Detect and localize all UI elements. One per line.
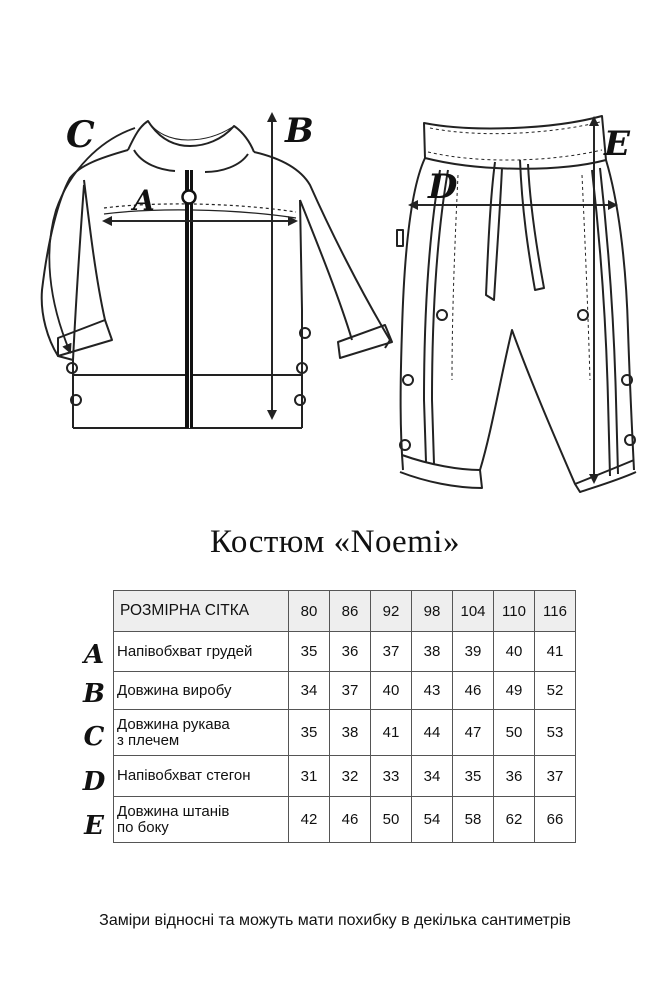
row-label: Напівобхват стегон — [114, 756, 289, 797]
table-cell: 53 — [535, 710, 576, 756]
row-label — [114, 710, 289, 756]
row-label: Довжина виробу — [114, 672, 289, 710]
table-cell: 34 — [412, 756, 453, 797]
table-cell: 35 — [289, 710, 330, 756]
table-cell: 36 — [330, 632, 371, 672]
table-row — [114, 710, 576, 756]
table-cell: 38 — [330, 710, 371, 756]
row-letter-a: A — [83, 640, 105, 670]
table-cell: 58 — [453, 797, 494, 843]
pants-letter-e: E — [604, 124, 630, 164]
table-cell: 38 — [412, 632, 453, 672]
table-cell: 62 — [494, 797, 535, 843]
size-header: 80 — [289, 591, 330, 632]
table-cell: 44 — [412, 710, 453, 756]
size-header: 110 — [494, 591, 535, 632]
row-letter-e: E — [84, 811, 104, 841]
table-cell: 43 — [412, 672, 453, 710]
jacket-letter-b: B — [285, 111, 314, 151]
table-cell: 54 — [412, 797, 453, 843]
row-letter-d: D — [82, 767, 106, 797]
jacket-letter-a: A — [133, 184, 155, 217]
table-cell: 31 — [289, 756, 330, 797]
row-label-line: Довжина рукава — [117, 715, 230, 733]
size-header: 92 — [371, 591, 412, 632]
row-letter-b: B — [83, 679, 105, 709]
size-chart-header: РОЗМІРНА СІТКА — [114, 591, 289, 632]
row-label-line: по боку — [117, 818, 169, 836]
table-cell: 37 — [330, 672, 371, 710]
size-chart-table — [113, 590, 576, 843]
table-cell: 40 — [371, 672, 412, 710]
row-label-line: з плечем — [117, 731, 180, 749]
size-header: 98 — [412, 591, 453, 632]
table-row — [114, 672, 576, 710]
table-cell: 36 — [494, 756, 535, 797]
table-cell: 34 — [289, 672, 330, 710]
table-cell: 40 — [494, 632, 535, 672]
table-cell: 39 — [453, 632, 494, 672]
table-cell: 42 — [289, 797, 330, 843]
table-cell: 41 — [535, 632, 576, 672]
product-title: Костюм «Noemi» — [210, 524, 460, 560]
table-cell: 50 — [371, 797, 412, 843]
row-label: Напівобхват грудей — [114, 632, 289, 672]
table-header-row — [114, 591, 576, 632]
jacket-drawing — [42, 121, 392, 428]
row-label — [114, 797, 289, 843]
table-cell: 47 — [453, 710, 494, 756]
table-cell: 37 — [535, 756, 576, 797]
table-cell: 35 — [453, 756, 494, 797]
table-row — [114, 632, 576, 672]
pants-letter-d: D — [428, 167, 458, 207]
table-cell: 49 — [494, 672, 535, 710]
table-cell: 46 — [330, 797, 371, 843]
jacket-letter-c: C — [66, 114, 95, 156]
table-cell: 46 — [453, 672, 494, 710]
row-letter-c: C — [83, 722, 105, 752]
table-cell: 52 — [535, 672, 576, 710]
size-header: 104 — [453, 591, 494, 632]
table-cell: 35 — [289, 632, 330, 672]
size-header: 116 — [535, 591, 576, 632]
table-cell: 37 — [371, 632, 412, 672]
measurement-note: Заміри відносні та можуть мати похибку в декілька сантиметрів — [99, 912, 571, 929]
table-cell: 41 — [371, 710, 412, 756]
table-row — [114, 797, 576, 843]
row-label-line: Довжина штанів — [117, 802, 230, 820]
table-cell: 66 — [535, 797, 576, 843]
size-header: 86 — [330, 591, 371, 632]
table-cell: 50 — [494, 710, 535, 756]
table-row — [114, 756, 576, 797]
table-cell: 33 — [371, 756, 412, 797]
table-cell: 32 — [330, 756, 371, 797]
